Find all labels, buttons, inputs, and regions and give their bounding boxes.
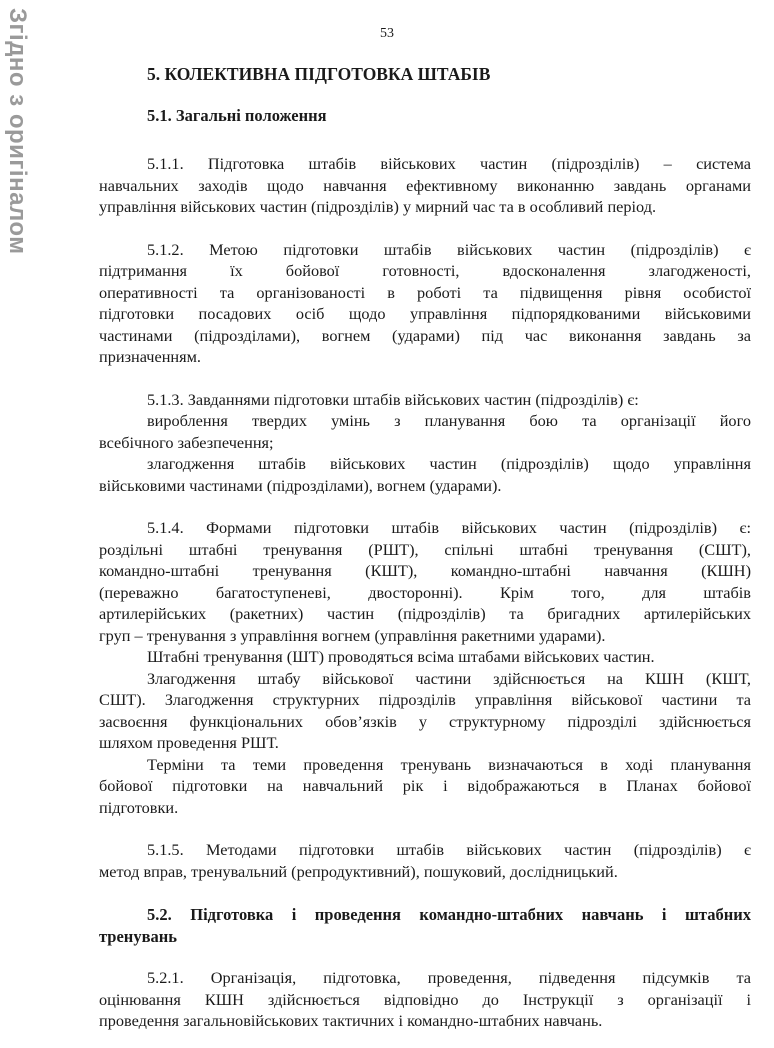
text-line: 5.1.3. Завданнями підготовки штабів військових частин (підрозділів) є:	[147, 389, 639, 409]
text-line: груп – тренування з управління вогнем (управління ракетними ударами).	[99, 625, 606, 645]
section-title-5-2	[99, 904, 751, 947]
text-line: підготовки посадових осіб щодо управління підпорядкованими військовими	[99, 304, 751, 323]
document-body	[99, 56, 751, 1032]
text-line: роздільні штабні тренування (РШТ), спільні штабні тренування (СШТ),	[99, 539, 751, 559]
text-line: Штабні тренування (ШТ) проводяться всіма штабами військових частин.	[147, 647, 655, 666]
page-number: 53	[380, 26, 394, 41]
text-line: шляхом проведення РШТ.	[99, 733, 279, 752]
text-line: метод вправ, тренувальний (репродуктивний), пошуковий, дослідницький.	[99, 861, 618, 881]
text-line: засвоєння функціональних обов’язків у структурному підрозділі здійснюється	[99, 711, 751, 731]
text-line: проведення загальновійськових тактичних і командно-штабних навчань.	[99, 1011, 603, 1030]
text-line: оперативності та організованості в роботі та підвищення рівня особистої	[99, 282, 751, 302]
text-line: підтримання їх бойової готовності, вдосконалення злагодженості,	[99, 261, 751, 280]
text-line: 5.1.1. Підготовка штабів військових частин (підрозділів) – система	[147, 154, 751, 173]
text-line: злагодження штабів військових частин (підрозділів) щодо управління	[147, 454, 751, 473]
text-line: (переважно багатоступеневі, двосторонні). Крім того, для штабів	[99, 582, 751, 602]
paragraph-5-1-3	[99, 389, 751, 497]
text-line: 5.1.5. Методами підготовки штабів військових частин (підрозділів) є	[147, 840, 751, 859]
text-line: тренувань	[99, 926, 177, 946]
text-line: Злагодження штабу військової частини здійснюється на КШН (КШТ,	[147, 668, 751, 688]
text-line: вироблення твердих умінь з планування бою та організації його	[147, 411, 751, 430]
text-line: командно-штабні тренування (КШТ), командно-штабні навчання (КШН)	[99, 561, 751, 580]
paragraph-5-1-2	[99, 239, 751, 368]
text-line: 5.2.1. Організація, підготовка, проведення, підведення підсумків та	[147, 968, 751, 987]
certified-copy-stamp: Згідно з оригіналом	[4, 8, 31, 255]
text-line: СШТ). Злагодження структурних підрозділів управління військової частини та	[99, 690, 751, 709]
chapter-title: 5. КОЛЕКТИВНА ПІДГОТОВКА ШТАБІВ	[147, 64, 491, 84]
text-line: артилерійських (ракетних) частин (підрозділів) та бригадних артилерійських	[99, 604, 751, 623]
text-line: 5.2. Підготовка і проведення командно-штабних навчань і штабних	[147, 905, 751, 924]
paragraph-5-1-1	[99, 153, 751, 218]
text-line: підготовки.	[99, 797, 179, 817]
paragraph-5-1-5	[99, 839, 751, 882]
text-line: призначенням.	[99, 347, 201, 366]
text-line: 5.1.4. Формами підготовки штабів військових частин (підрозділів) є:	[147, 518, 751, 537]
text-line: Терміни та теми проведення тренувань визначаються в ході планування	[147, 754, 751, 774]
text-line: 5.1.2. Метою підготовки штабів військових частин (підрозділів) є	[147, 239, 751, 259]
paragraph-5-2-1	[99, 967, 751, 1032]
text-line: військовими частинами (підрозділами), вогнем (ударами).	[99, 475, 502, 495]
paragraph-5-1-4	[99, 517, 751, 818]
section-title-5-1: 5.1. Загальні положення	[147, 106, 327, 125]
text-line: частинами (підрозділами), вогнем (ударами) під час виконання завдань за	[99, 325, 751, 345]
text-line: оцінювання КШН здійснюється відповідно до Інструкції з організації і	[99, 989, 751, 1009]
text-line: управління військових частин (підрозділів) у мирний час та в особливий період.	[99, 197, 657, 216]
text-line: всебічного забезпечення;	[99, 432, 274, 452]
text-line: бойової підготовки на навчальний рік і відображаються в Планах бойової	[99, 776, 751, 795]
text-line: навчальних заходів щодо навчання ефективному виконанню завдань органами	[99, 175, 751, 195]
